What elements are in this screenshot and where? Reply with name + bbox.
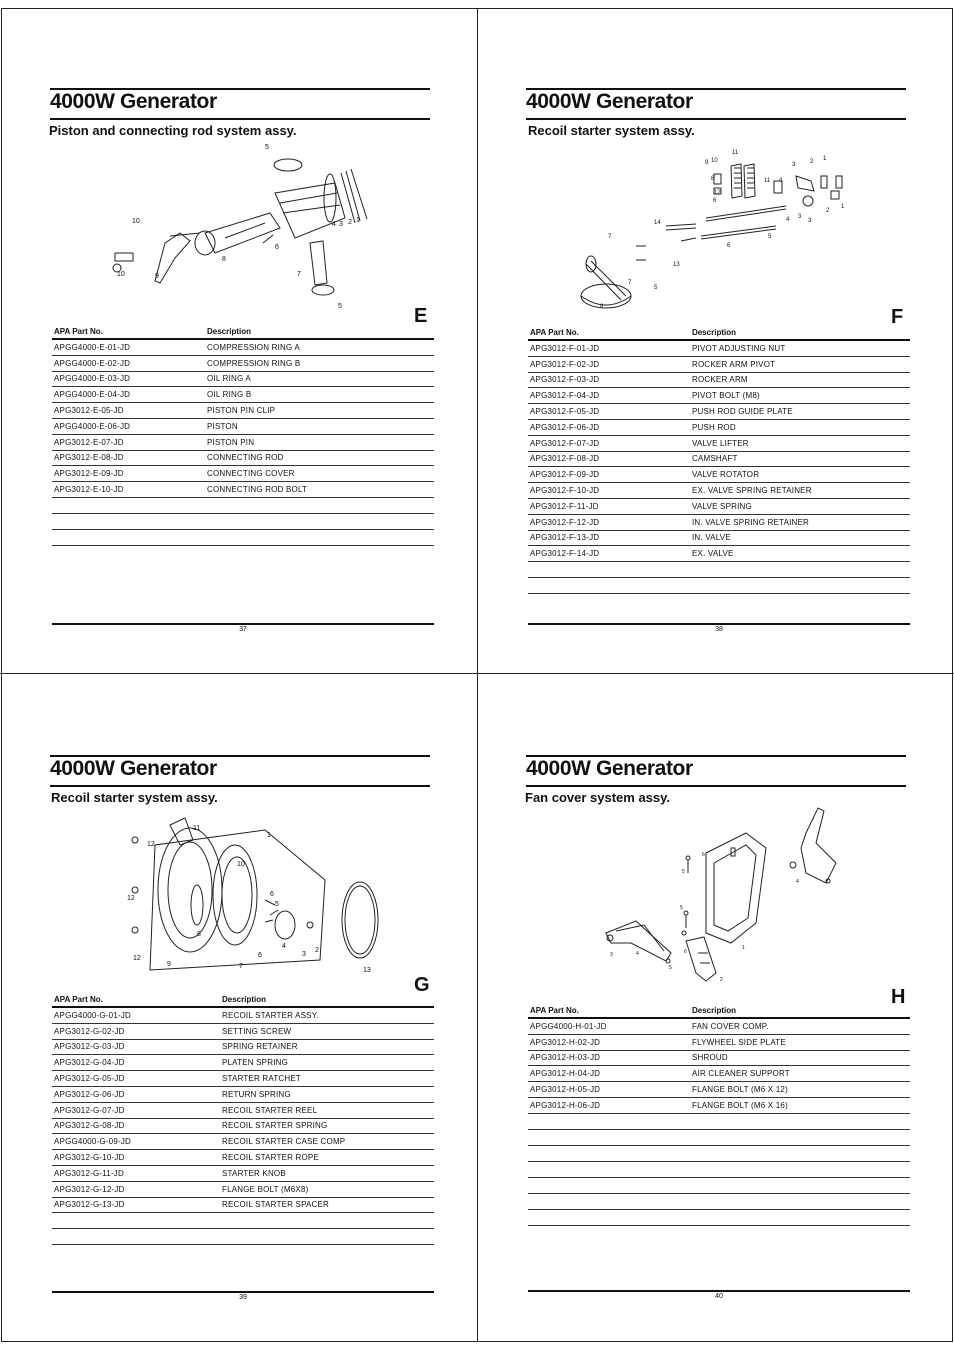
callout-label: 4 [332, 221, 336, 228]
page-38 [526, 88, 926, 688]
description-cell: STARTER KNOB [222, 1168, 286, 1178]
table-row [52, 1103, 434, 1119]
empty-table-row [52, 1229, 434, 1245]
callout-label: 1 [841, 204, 845, 210]
callout-label: 4 [796, 879, 799, 885]
part-number-cell: APG3012-F-08-JD [530, 454, 600, 464]
table-row [528, 1098, 910, 1114]
callout-label: 11 [732, 150, 739, 156]
description-cell: FLANGE BOLT (M6 X 16) [692, 1100, 788, 1110]
callout-label: 11 [764, 178, 771, 184]
table-row [528, 546, 910, 562]
description-cell: EX. VALVE SPRING RETAINER [692, 486, 812, 496]
part-number-cell: APG3012-G-12-JD [54, 1184, 125, 1194]
table-row [52, 403, 434, 419]
table-row [528, 404, 910, 420]
empty-table-row [52, 514, 434, 530]
callout-label: 10 [117, 271, 125, 278]
valve-train-diagram [546, 146, 876, 316]
table-row [528, 373, 910, 389]
callout-label: 8 [197, 931, 201, 938]
callout-label: 4 [282, 943, 286, 950]
description-cell: RECOIL STARTER REEL [222, 1105, 318, 1115]
callout-label: 1 [823, 156, 827, 162]
description-cell: CAMSHAFT [692, 454, 738, 464]
table-row [52, 1071, 434, 1087]
table-row [528, 1066, 910, 1082]
description-cell: PUSH ROD [692, 422, 736, 432]
description-cell: PLATEN SPRING [222, 1058, 289, 1068]
description-cell: VALVE SPRING [692, 501, 752, 511]
part-number-cell: APG3012-F-14-JD [530, 549, 600, 559]
empty-table-row [52, 530, 434, 546]
table-row [528, 341, 910, 357]
description-cell: PISTON [207, 421, 238, 431]
callout-label: 5 [682, 869, 685, 875]
table-row [52, 451, 434, 467]
description-cell: PIVOT BOLT (M8) [692, 391, 760, 401]
part-number-cell: APG3012-G-06-JD [54, 1089, 125, 1099]
callout-label: 5 [768, 234, 772, 240]
callout-label: 6 [702, 852, 705, 858]
part-number-cell: APG3012-H-06-JD [530, 1100, 601, 1110]
table-row [52, 1040, 434, 1056]
part-number-cell: APG3012-F-11-JD [530, 501, 599, 511]
parts-table [528, 1003, 910, 1226]
table-row [528, 483, 910, 499]
empty-table-row [528, 1210, 910, 1226]
section-letter: F [891, 306, 904, 328]
page-37 [50, 88, 450, 688]
callout-label: 12 [127, 895, 135, 902]
table-row [528, 1082, 910, 1098]
part-number-cell: APG3012-E-09-JD [54, 469, 124, 479]
page-footer [528, 1290, 910, 1300]
section-letter: G [414, 974, 430, 996]
part-number-cell: APG3012-F-01-JD [530, 343, 600, 353]
description-cell: CONNECTING ROD BOLT [207, 485, 308, 495]
part-number-cell: APG3012-E-05-JD [54, 406, 124, 416]
callout-label: 5 [654, 285, 658, 291]
part-number-cell: APG3012-G-03-JD [54, 1042, 125, 1052]
callout-label: 12 [714, 190, 721, 196]
callout-label: 6 [275, 244, 279, 251]
callout-label: 6 [270, 891, 274, 898]
description-cell: AIR CLEANER SUPPORT [692, 1069, 790, 1079]
callout-label: 10 [132, 218, 140, 225]
section-letter: E [414, 305, 428, 327]
part-number-cell: APG3012-F-05-JD [530, 407, 600, 417]
part-number-cell: APG3012-G-02-JD [54, 1026, 125, 1036]
empty-table-row [528, 578, 910, 594]
fan-cover-diagram [596, 803, 926, 993]
table-row [52, 1008, 434, 1024]
table-header [528, 325, 910, 341]
section-subtitle: Piston and connecting rod system assy. [49, 123, 297, 138]
description-cell: IN. VALVE [692, 533, 731, 543]
page-number: 39 [239, 1294, 247, 1301]
description-cell: IN. VALVE SPRING RETAINER [692, 517, 810, 527]
table-row [528, 531, 910, 547]
description-cell: PISTON PIN CLIP [207, 406, 276, 416]
table-row [52, 1182, 434, 1198]
callout-label: 3 [798, 214, 802, 220]
table-row [528, 388, 910, 404]
col-part-header: APA Part No. [54, 327, 103, 336]
callout-label: 1 [267, 832, 271, 839]
table-row [52, 1150, 434, 1166]
page-number: 38 [715, 626, 723, 633]
description-cell: SHROUD [692, 1053, 728, 1063]
callout-label: 8 [600, 304, 604, 310]
description-cell: CONNECTING ROD [207, 453, 284, 463]
part-number-cell: APG3012-H-05-JD [530, 1085, 601, 1095]
part-number-cell: APG3012-G-05-JD [54, 1074, 125, 1084]
part-number-cell: APG3012-G-08-JD [54, 1121, 125, 1131]
part-number-cell: APG3012-E-10-JD [54, 485, 124, 495]
callout-label: 12 [147, 841, 155, 848]
description-cell: RECOIL STARTER ASSY. [222, 1010, 319, 1020]
callout-label: 8 [711, 176, 715, 182]
col-desc-header: Description [692, 1006, 737, 1015]
description-cell: COMPRESSION RING B [207, 358, 301, 368]
description-cell: OIL RING A [207, 374, 251, 384]
section-letter: H [891, 986, 906, 1008]
callout-label: 4 [779, 178, 783, 184]
part-number-cell: APG3012-H-02-JD [530, 1037, 601, 1047]
col-part-header: APA Part No. [530, 328, 579, 337]
table-row [528, 1051, 910, 1067]
empty-table-row [528, 1194, 910, 1210]
empty-table-row [52, 1213, 434, 1229]
table-row [52, 482, 434, 498]
callout-label: 13 [363, 967, 371, 974]
description-cell: ROCKER ARM PIVOT [692, 359, 776, 369]
table-row [52, 1166, 434, 1182]
table-row [52, 1087, 434, 1103]
page-40 [526, 755, 926, 1350]
table-row [52, 1119, 434, 1135]
description-cell: RECOIL STARTER SPRING [222, 1121, 328, 1131]
description-cell: FLANGE BOLT (M6 X 12) [692, 1085, 788, 1095]
section-subtitle: Recoil starter system assy. [528, 123, 695, 138]
section-subtitle: Fan cover system assy. [525, 790, 671, 805]
callout-label: 2 [826, 208, 830, 214]
table-header [52, 324, 434, 340]
callout-label: 2 [720, 977, 723, 983]
callout-label: 4 [636, 951, 639, 957]
part-number-cell: APG3012-H-04-JD [530, 1069, 601, 1079]
table-row [52, 419, 434, 435]
description-cell: PIVOT ADJUSTING NUT [692, 343, 786, 353]
callout-label: 5 [265, 144, 269, 151]
callout-label: 13 [673, 262, 680, 268]
section-subtitle: Recoil starter system assy. [51, 790, 218, 805]
table-row [528, 467, 910, 483]
table-row [528, 436, 910, 452]
page-title: 4000W Generator [50, 755, 430, 787]
part-number-cell: APGG4000-E-04-JD [54, 390, 131, 400]
callout-label: 7 [297, 271, 301, 278]
col-part-header: APA Part No. [54, 995, 103, 1004]
callout-label: 14 [654, 220, 661, 226]
description-cell: RECOIL STARTER ROPE [222, 1153, 320, 1163]
empty-table-row [528, 562, 910, 578]
callout-label: 6 [713, 198, 717, 204]
part-number-cell: APG3012-F-13-JD [530, 533, 600, 543]
part-number-cell: APG3012-F-07-JD [530, 438, 600, 448]
description-cell: RECOIL STARTER CASE COMP [222, 1137, 346, 1147]
callout-label: 5 [669, 965, 672, 971]
part-number-cell: APG3012-G-11-JD [54, 1168, 124, 1178]
table-header [52, 992, 434, 1008]
page-title: 4000W Generator [526, 88, 906, 120]
part-number-cell: APG3012-H-03-JD [530, 1053, 601, 1063]
part-number-cell: APGG4000-E-02-JD [54, 358, 131, 368]
callout-label: 10 [711, 158, 718, 164]
callout-label: 6 [684, 949, 687, 955]
page-number: 37 [239, 626, 247, 633]
part-number-cell: APG3012-F-10-JD [530, 486, 600, 496]
table-row [52, 356, 434, 372]
part-number-cell: APG3012-F-04-JD [530, 391, 600, 401]
table-row [52, 387, 434, 403]
description-cell: EX. VALVE [692, 549, 734, 559]
description-cell: CONNECTING COVER [207, 469, 295, 479]
description-cell: ROCKER ARM [692, 375, 748, 385]
description-cell: FLYWHEEL SIDE PLATE [692, 1037, 786, 1047]
page-number: 40 [715, 1293, 723, 1300]
part-number-cell: APGG4000-E-01-JD [54, 342, 131, 352]
callout-label: 7 [608, 234, 612, 240]
part-number-cell: APG3012-F-06-JD [530, 422, 600, 432]
empty-table-row [528, 1178, 910, 1194]
callout-label: 3 [610, 952, 613, 958]
callout-label: 3 [339, 221, 343, 228]
table-row [52, 1024, 434, 1040]
callout-label: 1 [356, 217, 360, 224]
description-cell: FAN COVER COMP. [692, 1021, 769, 1031]
part-number-cell: APGG4000-G-09-JD [54, 1137, 132, 1147]
callout-label: 2 [348, 219, 352, 226]
callout-label: 3 [302, 951, 306, 958]
page-title: 4000W Generator [526, 755, 906, 787]
recoil-starter-diagram [125, 810, 455, 980]
page-footer [52, 623, 434, 633]
part-number-cell: APG3012-G-13-JD [54, 1200, 125, 1210]
callout-label: 6 [727, 243, 731, 249]
table-row [528, 499, 910, 515]
description-cell: STARTER RATCHET [222, 1074, 302, 1084]
callout-label: 2 [810, 159, 814, 165]
table-row [52, 435, 434, 451]
callout-label: 10 [237, 861, 245, 868]
col-desc-header: Description [207, 327, 252, 336]
parts-table [528, 325, 910, 594]
table-row [52, 466, 434, 482]
table-row [52, 1134, 434, 1150]
piston-diagram [105, 143, 375, 313]
part-number-cell: APG3012-G-10-JD [54, 1153, 125, 1163]
table-row [528, 357, 910, 373]
callout-label: 7 [628, 280, 632, 286]
part-number-cell: APGG4000-G-01-JD [54, 1010, 132, 1020]
description-cell: FLANGE BOLT (M6X8) [222, 1184, 309, 1194]
table-row [528, 515, 910, 531]
table-row [528, 452, 910, 468]
callout-label: 5 [275, 901, 279, 908]
empty-table-row [528, 1146, 910, 1162]
part-number-cell: APGG4000-E-06-JD [54, 421, 131, 431]
callout-label: 1 [742, 945, 745, 951]
description-cell: PUSH ROD GUIDE PLATE [692, 407, 793, 417]
page-footer [528, 623, 910, 633]
part-number-cell: APG3012-F-09-JD [530, 470, 600, 480]
part-number-cell: APG3012-E-07-JD [54, 437, 124, 447]
part-number-cell: APG3012-G-04-JD [54, 1058, 125, 1068]
table-row [528, 1019, 910, 1035]
parts-table [52, 324, 434, 546]
callout-label: 9 [167, 961, 171, 968]
callout-label: 3 [792, 162, 796, 168]
table-row [528, 1035, 910, 1051]
callout-label: 7 [239, 963, 243, 970]
description-cell: OIL RING B [207, 390, 252, 400]
col-part-header: APA Part No. [530, 1006, 579, 1015]
callout-label: 9 [705, 160, 709, 166]
callout-label: 6 [258, 952, 262, 959]
table-header [528, 1003, 910, 1019]
part-number-cell: APG3012-E-08-JD [54, 453, 124, 463]
description-cell: SPRING RETAINER [222, 1042, 298, 1052]
part-number-cell: APGG4000-H-01-JD [530, 1021, 607, 1031]
callout-label: 3 [808, 218, 812, 224]
table-row [52, 1198, 434, 1214]
part-number-cell: APG3012-F-12-JD [530, 517, 600, 527]
part-number-cell: APG3012-F-02-JD [530, 359, 600, 369]
parts-table [52, 992, 434, 1245]
callout-label: 5 [680, 905, 683, 911]
empty-table-row [528, 1162, 910, 1178]
description-cell: VALVE LIFTER [692, 438, 749, 448]
callout-label: 2 [315, 947, 319, 954]
description-cell: SETTING SCREW [222, 1026, 292, 1036]
table-row [52, 1055, 434, 1071]
page-footer [52, 1291, 434, 1301]
callout-label: 4 [786, 217, 790, 223]
table-row [528, 420, 910, 436]
part-number-cell: APG3012-G-07-JD [54, 1105, 125, 1115]
description-cell: COMPRESSION RING A [207, 342, 300, 352]
empty-table-row [528, 1130, 910, 1146]
description-cell: VALVE ROTATOR [692, 470, 760, 480]
callout-label: 8 [222, 256, 226, 263]
vertical-divider [477, 8, 478, 1342]
callout-label: 5 [338, 303, 342, 310]
page-39 [50, 755, 450, 1350]
col-desc-header: Description [692, 328, 737, 337]
page-title: 4000W Generator [50, 88, 430, 120]
table-row [52, 372, 434, 388]
empty-table-row [528, 1114, 910, 1130]
callout-label: 12 [133, 955, 141, 962]
description-cell: PISTON PIN [207, 437, 255, 447]
table-row [52, 340, 434, 356]
callout-label: 11 [193, 825, 201, 832]
description-cell: RETURN SPRING [222, 1089, 291, 1099]
empty-table-row [52, 498, 434, 514]
part-number-cell: APG3012-F-03-JD [530, 375, 600, 385]
part-number-cell: APGG4000-E-03-JD [54, 374, 131, 384]
col-desc-header: Description [222, 995, 267, 1004]
description-cell: RECOIL STARTER SPACER [222, 1200, 330, 1210]
callout-label: 9 [155, 273, 159, 280]
